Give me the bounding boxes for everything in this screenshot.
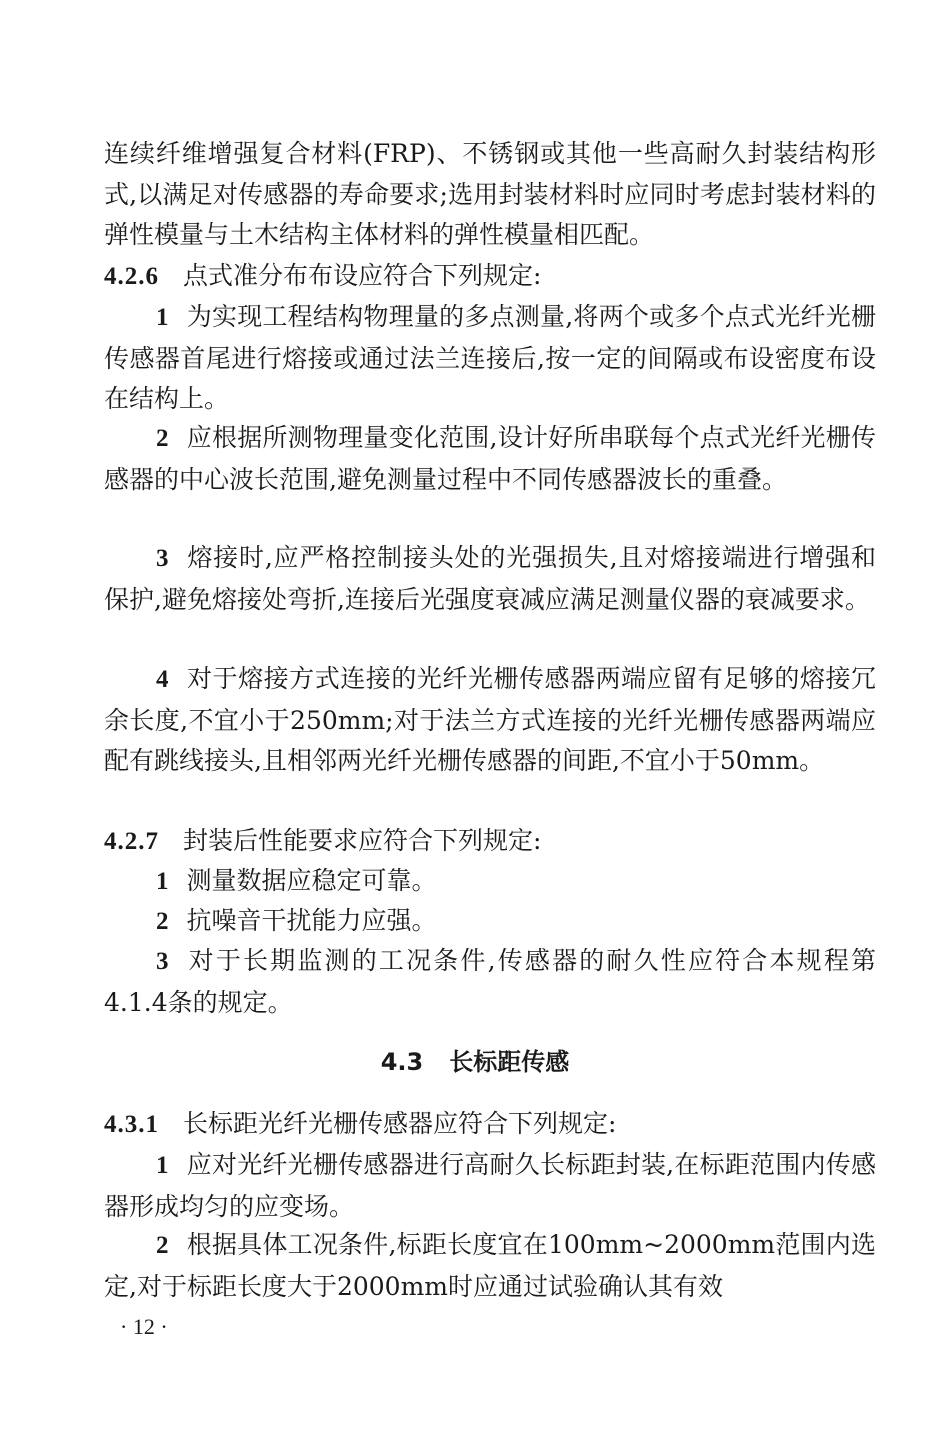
item-text: 应根据所测物理量变化范围,设计好所串联每个点式光纤光栅传感器的中心波长范围,避免测量过程中不同传感器波长的重叠。 xyxy=(104,423,876,494)
item-text: 对于长期监测的工况条件,传感器的耐久性应符合本规程第4.1.4条的规定。 xyxy=(104,946,876,1017)
item-text: 根据具体工况条件,标距长度宜在100mm~2000mm范围内选定,对于标距长度大于2000mm时应通过试验确认其有效 xyxy=(104,1230,876,1301)
section-title-text: 长标距传感 xyxy=(449,1048,570,1076)
clause-title: 封装后性能要求应符合下列规定: xyxy=(183,826,542,855)
paragraph-continuation: 连续纤维增强复合材料(FRP)、不锈钢或其他一些高耐久封装结构形式,以满足对传感器的寿命要求;选用封装材料时应同时考虑封装材料的弹性模量与土木结构主体材料的弹性模量相匹配。 xyxy=(104,139,876,249)
clause-title: 点式准分布布设应符合下列规定: xyxy=(183,261,542,290)
section-4-3-title xyxy=(0,1042,950,1082)
item-number: 1 xyxy=(156,868,169,895)
clause-4-2-7-heading xyxy=(104,821,876,863)
clause-4-3-1-heading xyxy=(104,1104,876,1146)
clause-4-2-7-item-3 xyxy=(104,941,876,1023)
item-number: 3 xyxy=(156,545,169,572)
item-text: 熔接时,应严格控制接头处的光强损失,且对熔接端进行增强和保护,避免熔接处弯折,连接后光强度衰减应满足测量仪器的衰减要求。 xyxy=(104,543,876,614)
item-number: 1 xyxy=(156,304,169,331)
item-text: 对于熔接方式连接的光纤光栅传感器两端应留有足够的熔接冗余长度,不宜小于250mm;对于法兰方式连接的光纤光栅传感器两端应配有跳线接头,且相邻两光纤光栅传感器的间距,不宜小于50mm。 xyxy=(104,664,876,775)
page-number: · 12 · xyxy=(120,1314,168,1339)
clause-4-2-6-heading xyxy=(104,256,876,298)
item-number: 2 xyxy=(156,425,169,452)
item-number: 3 xyxy=(156,948,169,975)
item-text: 测量数据应稳定可靠。 xyxy=(186,866,437,895)
item-text: 应对光纤光栅传感器进行高耐久长标距封装,在标距范围内传感器形成均匀的应变场。 xyxy=(104,1150,876,1221)
clause-4-2-6-item-1 xyxy=(104,297,876,420)
clause-4-2-6-item-2 xyxy=(104,418,876,500)
section-number: 4.3 xyxy=(380,1048,424,1076)
clause-title: 长标距光纤光栅传感器应符合下列规定: xyxy=(183,1109,617,1138)
clause-number: 4.2.6 xyxy=(104,263,159,290)
clause-4-3-1-item-2 xyxy=(104,1225,876,1307)
item-text: 为实现工程结构物理量的多点测量,将两个或多个点式光纤光栅传感器首尾进行熔接或通过法兰连接后,按一定的间隔或布设密度布设在结构上。 xyxy=(104,302,876,413)
clause-number: 4.3.1 xyxy=(104,1111,159,1138)
item-number: 1 xyxy=(156,1152,169,1179)
item-text: 抗噪音干扰能力应强。 xyxy=(186,906,437,935)
clause-number: 4.2.7 xyxy=(104,828,159,855)
clause-4-2-6-item-4 xyxy=(104,659,876,782)
clause-4-2-6-item-3 xyxy=(104,538,876,620)
clause-4-2-7-item-1 xyxy=(104,861,876,903)
item-number: 2 xyxy=(156,908,169,935)
item-number: 2 xyxy=(156,1232,169,1259)
item-number: 4 xyxy=(156,666,169,693)
clause-4-2-7-item-2 xyxy=(104,901,876,943)
clause-4-3-1-item-1 xyxy=(104,1145,876,1227)
